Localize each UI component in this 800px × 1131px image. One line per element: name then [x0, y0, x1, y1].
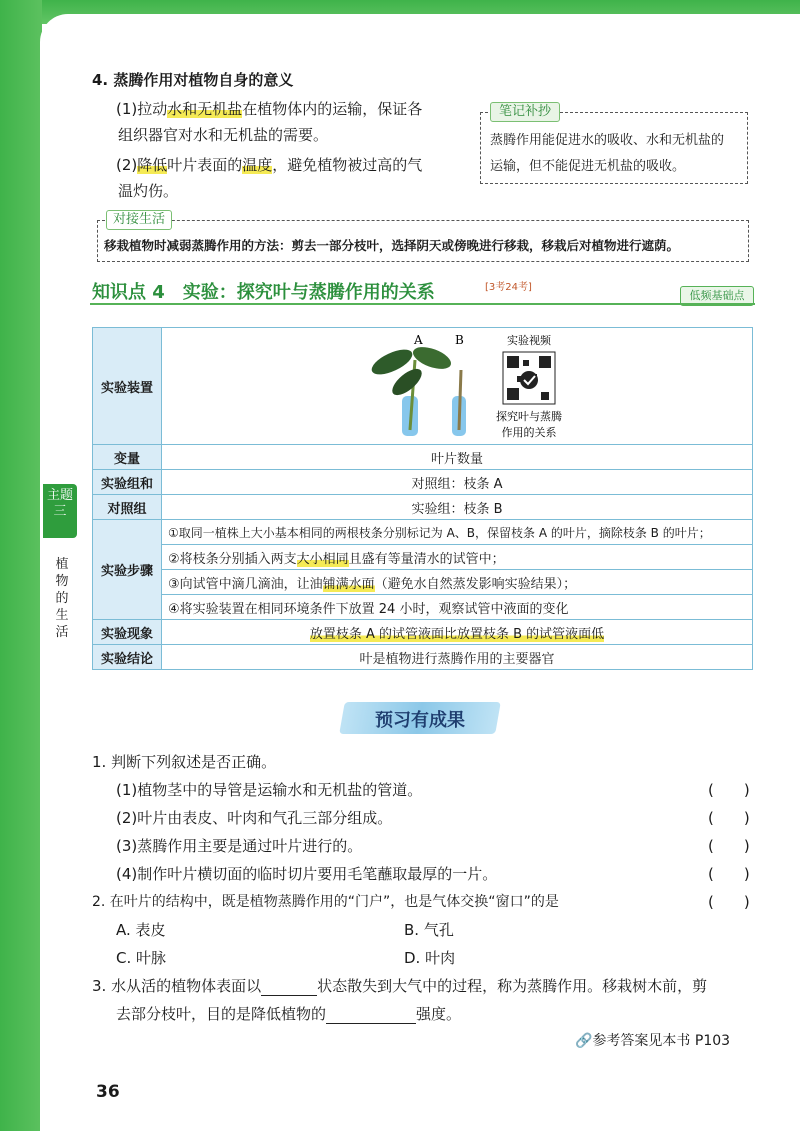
fill-blank[interactable]: [261, 977, 317, 996]
text: 3. 水从活的植物体表面以: [92, 977, 262, 995]
q1-title: 1. 判断下列叙述是否正确。: [92, 753, 277, 771]
q1-item: (2)叶片由表皮、叶肉和气孔三部分组成。: [116, 809, 393, 827]
note-line2: 运输，但不能促进无机盐的吸收。: [490, 159, 686, 174]
table-row: [93, 620, 753, 645]
section4-p1: [116, 99, 422, 119]
row-label: 实验结论: [93, 645, 162, 670]
divider: [90, 303, 755, 305]
note-title: 笔记补抄: [490, 102, 560, 122]
preview-title: 预习有成果: [375, 710, 465, 731]
highlight: 大小相同: [296, 551, 349, 567]
row-label: 变量: [93, 445, 162, 470]
answer-reference: [575, 1030, 730, 1050]
text: (2): [116, 156, 138, 174]
table-row: [93, 545, 753, 570]
answer-paren[interactable]: ( ): [708, 893, 750, 911]
row-label: 实验现象: [93, 620, 162, 645]
page-left-band: [0, 0, 42, 1131]
experiment-table: [92, 327, 753, 670]
q3-line2: [116, 1004, 461, 1024]
section4-title: 4. 蒸腾作用对植物自身的意义: [92, 71, 294, 89]
q1-item: (1)植物茎中的导管是运输水和无机盐的管道。: [116, 781, 423, 799]
text: （避免水自然蒸发影响实验结果）；: [374, 576, 577, 592]
text: 在植物体内的运输，保证各: [242, 100, 423, 118]
text: 强度。: [416, 1005, 462, 1023]
q3-line1: [92, 976, 707, 996]
highlight: 降低: [137, 156, 168, 174]
label-b: B: [455, 333, 464, 347]
label-a: A: [414, 333, 423, 347]
fill-blank[interactable]: [326, 1005, 416, 1024]
text: 叶片表面的: [167, 156, 243, 174]
video-title: 实验视频: [507, 334, 551, 347]
life-title: 对接生活: [106, 210, 172, 230]
frequency-badge: 低频基础点: [680, 286, 754, 306]
table-row: [93, 445, 753, 470]
q1-item: (3)蒸腾作用主要是通过叶片进行的。: [116, 837, 363, 855]
answer-paren[interactable]: ( ): [708, 809, 750, 827]
highlight: 放置枝条 A 的试管液面比放置枝条 B 的试管液面低: [309, 626, 605, 642]
table-row: [93, 470, 753, 495]
text: (1)拉动: [116, 100, 168, 118]
text: 去部分枝叶，目的是降低植物的: [116, 1005, 327, 1023]
highlight: 温度: [242, 156, 273, 174]
theme-topic: 植物的生活: [55, 557, 69, 640]
table-row: [93, 645, 753, 670]
q2-title: 2. 在叶片的结构中，既是植物蒸腾作用的“门户”，也是气体交换“窗口”的是: [92, 894, 559, 910]
text: 参考答案见本书 P103: [592, 1033, 731, 1049]
section4-p2-cont: 温灼伤。: [118, 182, 179, 200]
answer-paren[interactable]: ( ): [708, 781, 750, 799]
table-cell: [162, 545, 753, 570]
text: ③向试管中滴几滴油，让油: [168, 576, 323, 592]
table-cell: 叶片数量: [162, 445, 753, 470]
apparatus-cell: [162, 328, 753, 445]
knowledge-point-title: 知识点 4 实验：探究叶与蒸腾作用的关系: [92, 282, 435, 303]
text: ，避免植物被过高的气: [272, 156, 423, 174]
table-cell: ①取同一植株上大小基本相同的两根枝条分别标记为 A、B，保留枝条 A 的叶片，摘除枝条 B 的叶片；: [162, 520, 753, 545]
highlight: 铺满水面: [322, 576, 375, 592]
table-cell: 对照组：枝条 A: [162, 470, 753, 495]
life-text: 移栽植物时减弱蒸腾作用的方法：剪去一部分枝叶，选择阴天或傍晚进行移栽，移栽后对植物进行遮荫。: [104, 238, 680, 253]
row-label: 实验组和: [93, 470, 162, 495]
table-row: [93, 495, 753, 520]
q2-option-d[interactable]: D. 叶肉: [404, 949, 456, 967]
video-caption-1: 探究叶与蒸腾: [496, 410, 562, 423]
page-number: 36: [96, 1082, 120, 1102]
row-label: 对照组: [93, 495, 162, 520]
row-label: 实验步骤: [93, 520, 162, 620]
highlight: 水和无机盐: [167, 100, 243, 118]
q2-option-a[interactable]: A. 表皮: [116, 921, 166, 939]
text: ②将枝条分别插入两支: [168, 551, 297, 567]
row-label: 实验装置: [93, 328, 162, 445]
q2-option-c[interactable]: C. 叶脉: [116, 949, 167, 967]
exam-frequency-tag: [3考24考]: [485, 282, 532, 293]
table-cell: [162, 620, 753, 645]
answer-paren[interactable]: ( ): [708, 837, 750, 855]
apparatus-illustration: [177, 330, 737, 442]
answer-paren[interactable]: ( ): [708, 865, 750, 883]
section4-p1-cont: 组织器官对水和无机盐的需要。: [118, 126, 329, 144]
section4-p2: [116, 155, 422, 175]
q1-item: (4)制作叶片横切面的临时切片要用毛笔蘸取最厚的一片。: [116, 865, 498, 883]
text: 且盛有等量清水的试管中；: [348, 551, 505, 567]
video-caption-2: 作用的关系: [501, 426, 557, 439]
table-row: [93, 595, 753, 620]
text: 状态散失到大气中的过程，称为蒸腾作用。移栽树木前，剪: [317, 977, 708, 995]
table-cell: 叶是植物进行蒸腾作用的主要器官: [162, 645, 753, 670]
table-row: [93, 570, 753, 595]
table-row: [93, 520, 753, 545]
link-icon: 🔗: [575, 1033, 593, 1049]
theme-tab: 主题三: [43, 484, 77, 538]
note-line1: 蒸腾作用能促进水的吸收、水和无机盐的: [490, 133, 725, 148]
table-cell: [162, 570, 753, 595]
table-row: [93, 328, 753, 445]
q2-option-b[interactable]: B. 气孔: [404, 921, 454, 939]
table-cell: ④将实验装置在相同环境条件下放置 24 小时，观察试管中液面的变化: [162, 595, 753, 620]
table-cell: 实验组：枝条 B: [162, 495, 753, 520]
